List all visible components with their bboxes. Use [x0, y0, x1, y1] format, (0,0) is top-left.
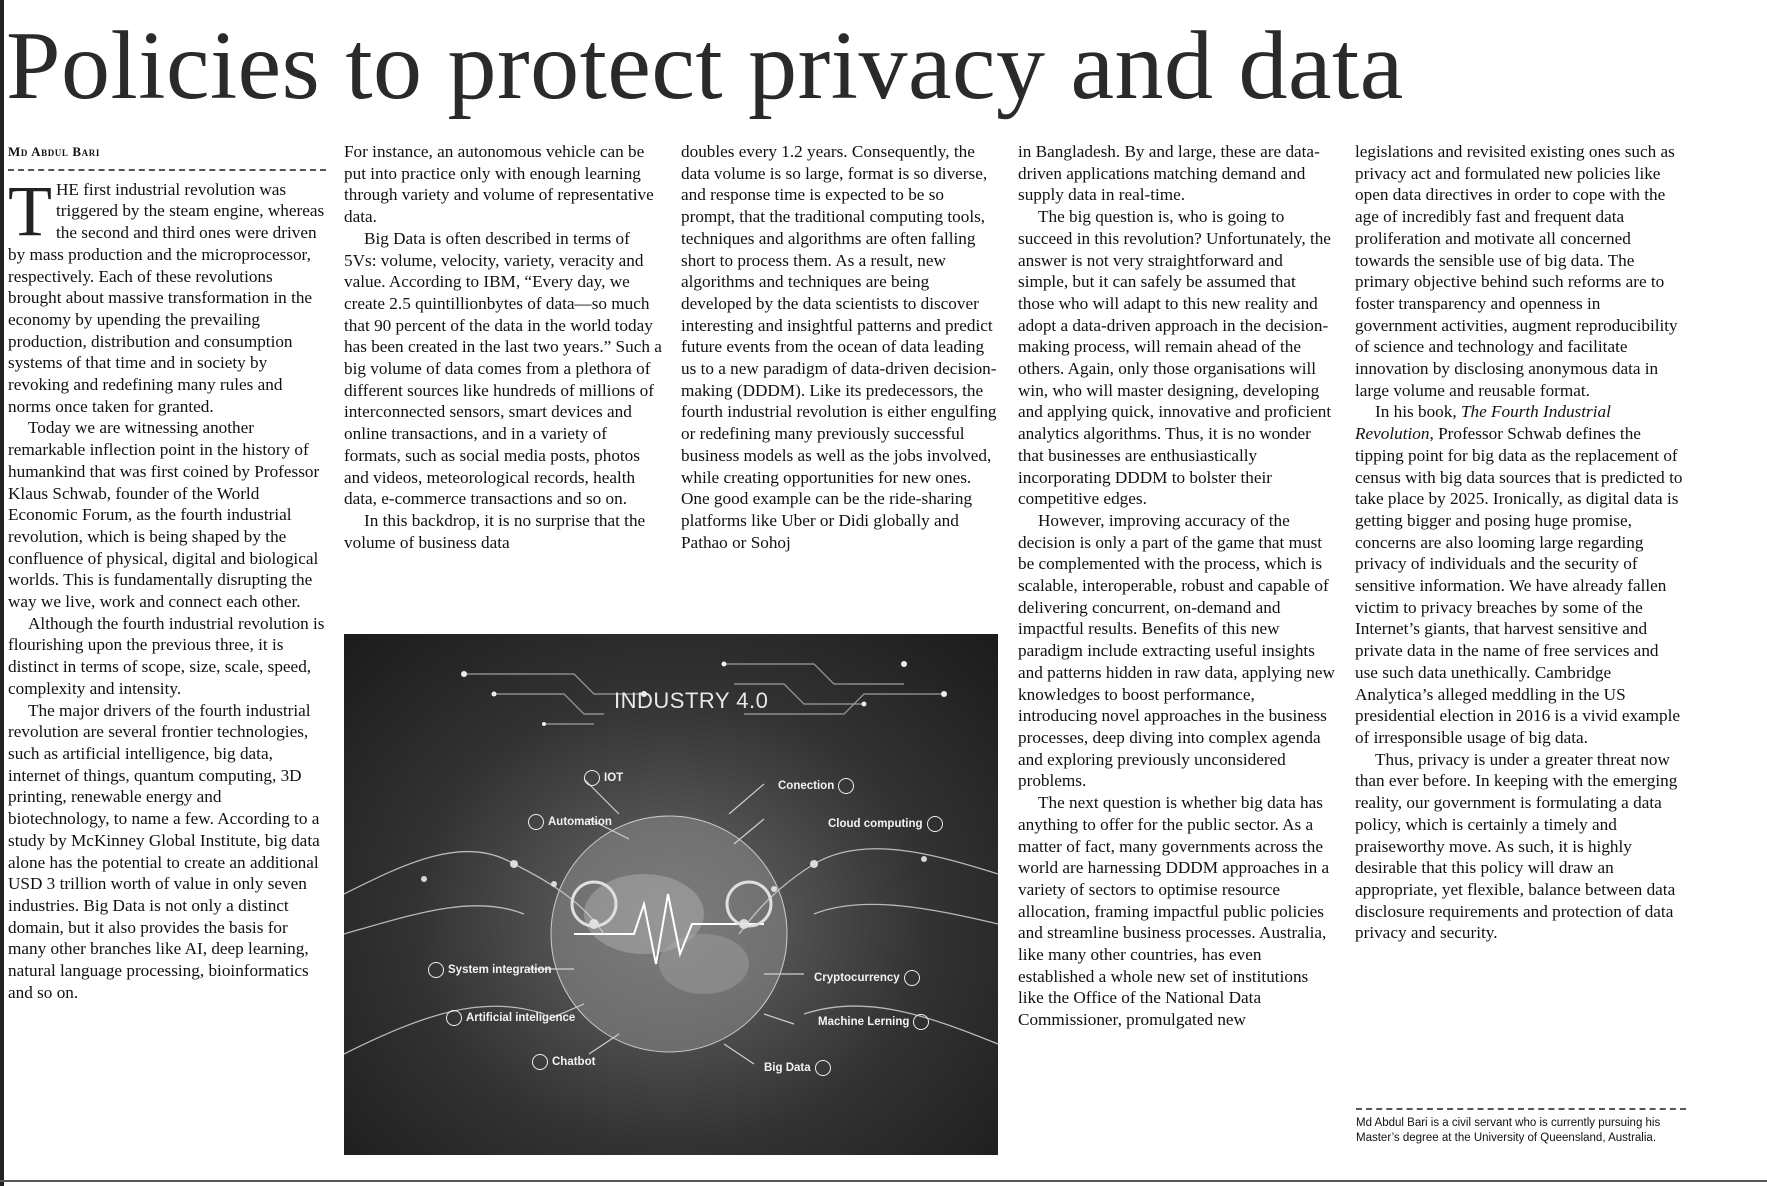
article-column-2	[344, 141, 662, 553]
network-icon	[838, 778, 854, 794]
label-connection: Conection	[778, 778, 858, 794]
brain-icon	[446, 1010, 462, 1026]
article-paragraph: For instance, an autonomous vehicle can be put into practice only with enough learning through variety and volume of representative data.	[344, 142, 654, 227]
label-system-integration: System integration	[424, 962, 552, 978]
label-chatbot: Chatbot	[528, 1054, 595, 1070]
article-paragraph: However, improving accuracy of the decision is only a part of the game that must be complemented with the process, which is scalable, interoperable, robust and capable of delivering concurrent, on-demand and impactful results. Benefits of this new paradigm include extracting useful insights and patterns hidden in raw data, applying new knowledges to boost performance, introducing novel approaches in the business processes, deep diving into complex agenda and exploring previously unconsidered problems.	[1018, 510, 1335, 791]
gear-icon	[428, 962, 444, 978]
coin-icon	[904, 970, 920, 986]
article-paragraph: The big question is, who is going to succeed in this revolution? Unfortunately, the answer is not very straightforward and simple, but it can safely be assumed that those who will adapt to this new reality and adopt a data-driven approach in the decision-making process, will remain ahead of the others. Again, only those organisations will win, who will master designing, developing and applying quick, innovative and proficient analytics algorithms. Thus, it is no wonder that businesses are enthusiastically incorporating DDDM to bolster their competitive edges.	[1018, 207, 1332, 509]
drop-cap: T	[8, 170, 52, 251]
label-automation: Automation	[524, 814, 612, 830]
label-machine-learning: Machine Lerning	[818, 1014, 933, 1030]
article-paragraph: Big Data is often described in terms of 5Vs: volume, velocity, variety, veracity and value. According to IBM, “Every day, we create 2.5 quintillionbytes of data—so much that 90 percent of the data in the world today has been created in the last two years.” Such a big volume of data comes from a plethora of different sources like hundreds of millions of interconnected sensors, smart devices and online transactions, and in a variety of formats, such as social media posts, photos and videos, meteorological records, health data, e-commerce transactions and so on.	[344, 228, 662, 509]
article-paragraph: In this backdrop, it is no surprise that the volume of business data	[344, 510, 646, 552]
author-bio: Md Abdul Bari is a civil servant who is currently pursuing his Master’s degree at the University of Queensland, Australia.	[1356, 1108, 1686, 1145]
chat-icon	[532, 1054, 548, 1070]
article-paragraph: legislations and revisited existing ones such as privacy act and formulated new policies like open data directives in order to cope with the age of incredibly fast and frequent data proliferation and motivate all concerned towards the sensible use of big data. The primary objective behind such reforms are to foster transparency and openness in government activities, augment reproducibility of science and technology and facilitate innovation by disclosing anonymous data in large volume and reusable format.	[1355, 142, 1678, 400]
headline: Policies to protect privacy and data	[6, 12, 1404, 120]
article-paragraph: Today we are witnessing another remarkable inflection point in the history of humankind that was first coined by Professor Klaus Schwab, founder of the World Economic Forum, as the fourth industrial revolution, which is being shaped by the confluence of physical, digital and biological worlds. This is fundamentally disrupting the way we live, work and connect each other.	[8, 418, 320, 612]
book-title: The Fourth Industrial Revolution	[1355, 402, 1611, 444]
article-paragraph: The next question is whether big data has anything to offer for the public sector. As a matter of fact, many governments across the world are harnessing DDDM approaches in a variety of sectors to optimise resource allocation, framing impactful public policies and streamline business processes. Australia, like many other countries, has even established a whole new set of institutions like the Office of the National Data Commissioner, promulgated new	[1018, 793, 1330, 1030]
article-column-3	[681, 141, 999, 553]
article-paragraph: in Bangladesh. By and large, these are data-driven applications matching demand and supply data in real-time.	[1018, 142, 1320, 205]
footer-rule	[0, 1180, 1767, 1182]
article-paragraph: Although the fourth industrial revolution is flourishing upon the previous three, it is distinct in terms of scope, size, scale, speed, complexity and intensity.	[8, 613, 325, 698]
label-cryptocurrency: Cryptocurrency	[814, 970, 924, 986]
article-paragraph: THE first industrial revolution was triggered by the steam engine, whereas the second and third ones were driven by mass production and the microprocessor, respectively. Each of these revolutions brought about massive transformation in the economy by upending the prevailing production, distribution and consumption systems of that time and in society by revoking and redefining many rules and norms once taken for granted.	[8, 170, 325, 416]
cloud-icon	[927, 816, 943, 832]
label-iot: IOT	[580, 770, 623, 786]
industry-4-0-illustration	[344, 634, 998, 1155]
article-paragraph: doubles every 1.2 years. Consequently, the data volume is so large, format is so diverse, and response time is expected to be so prompt, that the traditional computing tools, techniques and algorithms are often falling short to process them. As a result, new algorithms and techniques are being developed by the data scientists to discover interesting and insightful patterns and predict future events from the ocean of data leading us to a new paradigm of data-driven decision-making (DDDM). Like its predecessors, the fourth industrial revolution is either engulfing or redefining many previously successful business models as well as the jobs involved, while creating opportunities for new ones. One good example can be the ride-sharing platforms like Uber or Didi globally and Pathao or Sohoj	[681, 142, 997, 552]
label-artificial-intelligence: Artificial inteligence	[442, 1010, 575, 1026]
article-column-1	[8, 141, 326, 1003]
robot-icon	[528, 814, 544, 830]
article-paragraph: Thus, privacy is under a greater threat now than ever before. In keeping with the emerging reality, our government is formulating a data policy, which is certainly a timely and praiseworthy move. As such, it is highly desirable that this policy will draw an appropriate, yet flexible, balance between data disclosure requirements and protection of data privacy and security.	[1355, 749, 1678, 943]
label-cloud-computing: Cloud computing	[828, 816, 947, 832]
label-big-data: Big Data	[764, 1060, 835, 1076]
article-paragraph: In his book, The Fourth Industrial Revolution, Professor Schwab defines the tipping point for big data as the replacement of census with big data sources that is predicted to take place by 2025. Ironically, as digital data is getting bigger and posing huge promise, concerns are also looming large regarding privacy of individuals and the security of sensitive information. We have already fallen victim to privacy breaches by some of the Internet’s giants, that harvest sensitive and private data in the name of free services and use such data unethically. Cambridge Analytica’s alleged meddling in the US presidential election in 2016 is a vivid example of irresponsible usage of big data.	[1355, 402, 1683, 747]
article-column-4	[1018, 141, 1336, 1031]
lightbulb-icon	[584, 770, 600, 786]
book-icon	[913, 1014, 929, 1030]
article-paragraph: The major drivers of the fourth industrial revolution are several frontier technologies, such as artificial intelligence, big data, internet of things, quantum computing, 3D printing, renewable energy and biotechnology, to name a few. According to a study by McKinney Global Institute, big data alone has the potential to create an additional USD 3 trillion worth of value in only seven industries. Big Data is not only a distinct domain, but it also provides the basis for many other branches like AI, deep learning, natural language processing, bioinformatics and so on.	[8, 700, 320, 1002]
illustration-title: INDUSTRY 4.0	[614, 688, 769, 713]
article-column-5	[1355, 141, 1685, 944]
byline: Md Abdul Bari	[8, 141, 326, 171]
left-edge-rule	[0, 0, 4, 1186]
data-gear-icon	[815, 1060, 831, 1076]
